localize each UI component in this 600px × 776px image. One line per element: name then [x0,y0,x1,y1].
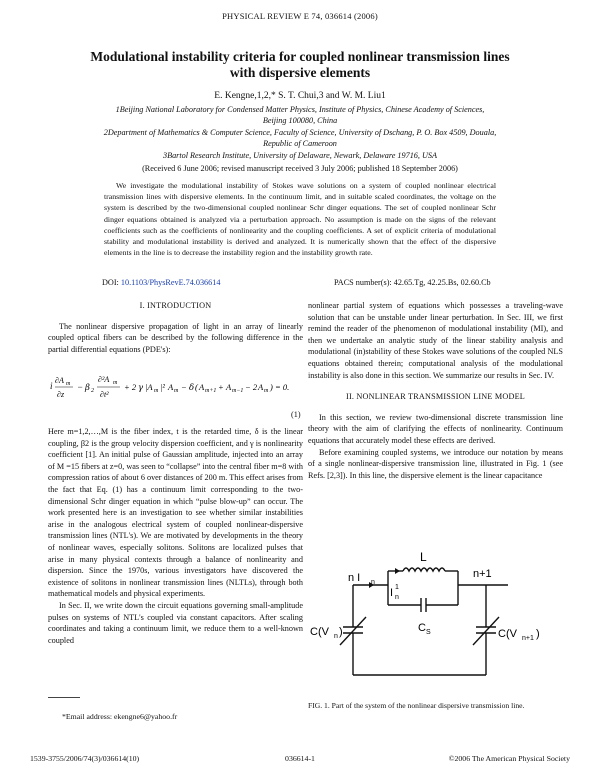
svg-text:m: m [264,388,269,394]
label-cs: C [418,622,426,634]
running-head: PHYSICAL REVIEW E 74, 036614 (2006) [222,11,378,21]
svg-text:δ: δ [189,383,195,393]
svg-text:∂A: ∂A [55,376,64,385]
label-current-sup: 1 [395,584,399,591]
label-cvn1-sub: n+1 [522,635,534,642]
label-node-n-sub: n [371,579,375,586]
figure-1-caption: FIG. 1. Part of the system of the nonlinear dispersive transmission line. [308,701,525,710]
sec2-paragraph-1: In this section, we review two-dimensional discrete transmission line theory with the aim of clarifying the effects of nonlinearity. Continuum equations that accurately model these effects are derived. [308,412,563,445]
pacs-numbers: PACS number(s): 42.65.Tg, 42.25.Bs, 02.60.Cb [334,278,491,287]
section-heading-ntl-model: II. NONLINEAR TRANSMISSION LINE MODEL [346,392,525,402]
footnote-email: *Email address: ekengne6@yahoo.fr [62,712,178,721]
svg-text:A: A [199,382,205,392]
affiliation-1b: Beijing 100080, China [262,116,338,125]
label-node-n1: n+1 [473,568,492,580]
intro-paragraph-2: Here m=1,2,…,M is the fiber index, t is the retarded time, δ is the linear coupling, β2 is the group velocity dispersion coefficient, and γ is nonlinearity coefficient [1]. An initial pulse of Gaussian amplitude, injected into an array of M =15 fibers at z=0, was seen to “collapse” into the central fiber m=8 with compression ratios of about 6 over distances of 200 m. This effect arises from the fact that Eq. (1) has a continuum limit corresponding to the two-dimensional Schr dinger equation in which “pulse blow-up” can occur. The work presented here is an investigation to see whether similar instabilities arise in the analogous electrical system of coupled nonlinear-dispersive transmission lines (NTL's). We are motivated by developments in the theory of nonlinear waves, especially solitons. Solitons are localized pulses that arise in many physical contexts through a balance of nonlinearity and dispersion. Since the 1970s, various investigators have discovered the existence of solitons in nonlinear transmission lines (NLTLs), through both mathematical models and physical experiments. [48,427,303,599]
footer-issn: 1539-3755/2006/74(3)/036614(10) [30,754,140,763]
affiliation-1a: 1Beijing National Laboratory for Condensed Matter Physics, Institute of Physics, Chinese Academy of Sciences, [115,105,485,114]
label-current: I [390,587,394,599]
left-column-continued [48,426,303,646]
svg-text:): ) [536,628,540,640]
label-cvn-sub: n [334,633,338,640]
svg-text:|²: |² [160,382,165,392]
svg-text:m: m [66,381,71,387]
svg-text:− 2: − 2 [245,382,258,392]
svg-text:m: m [154,388,159,394]
doi-label: DOI: [102,278,119,287]
svg-text:−: − [181,382,187,392]
footer-page-number: 036614-1 [285,754,315,763]
left-column [48,300,303,355]
sec2-paragraph-2: Before examining coupled systems, we introduce our notation by means of a single nonlinear-dispersive transmission line, illustrated in Fig. 1 (see Refs. [2,3]). In this line, the dispersive element is the linear capacitance [308,447,563,480]
affiliation-2b: Republic of Cameroon [263,139,337,148]
svg-text:β: β [85,383,90,393]
svg-text:∂²A: ∂²A [98,375,110,384]
right-paragraph-1: nonlinear partial system of equations which possesses a traveling-wave solution that can be unstable under linear perturbation. In Sec. III, we first remind the reader of the phenomenon of modulational instability (MI), and then we undertake an analytic study of the linear stability analysis and modulational (in)stability of these Stokes wave solutions of the coupled NLS equations obtained therein; computational analysis of the modulational instability is also done in this section. We summarize our results in Sec. IV. [308,301,563,380]
svg-text:∂z: ∂z [57,390,65,399]
title-line-2: with dispersive elements [229,65,371,80]
right-column [308,300,563,481]
label-cs-sub: S [426,629,431,636]
svg-text:A: A [168,382,174,392]
label-inductor: L [420,550,427,564]
title-line-1: Modulational instability criteria for coupled nonlinear transmission lines [90,49,510,64]
svg-text:) = 0.: ) = 0. [270,382,290,392]
doi-link[interactable]: 10.1103/PhysRevE.74.036614 [120,278,221,287]
svg-text:m+1: m+1 [205,388,217,394]
svg-text:A: A [258,382,264,392]
svg-text:+ 2: + 2 [124,382,137,392]
equation-1 [50,372,308,404]
label-cvn1: C(V [498,628,517,640]
equation-1-number: (1) [291,410,301,419]
footnote-rule [48,697,80,698]
paper-title [60,49,540,81]
figure-1 [308,545,568,695]
svg-text:m−1: m−1 [232,388,244,394]
svg-text:i: i [50,381,53,391]
section-heading-introduction: I. INTRODUCTION [139,301,212,310]
doi-line [102,278,220,287]
label-node-n: n I [348,572,361,584]
svg-text:): ) [339,626,343,638]
equation-1-graphic [50,372,308,402]
svg-text:2: 2 [91,388,94,394]
label-cvn: C(V [310,626,329,638]
circuit-diagram [308,545,568,695]
svg-text:|A: |A [145,382,153,392]
svg-text:m: m [113,380,118,386]
svg-text:A: A [226,382,232,392]
svg-text:(: ( [195,382,198,392]
label-current-sub: n [395,594,399,601]
svg-text:γ: γ [138,383,144,393]
affiliation-2a: 2Department of Mathematics & Computer Science, Faculty of Science, University of Dschang, P. O. Box 4509, Douala, [103,128,497,137]
svg-text:−: − [77,382,84,392]
received-dates: (Received 6 June 2006; revised manuscript received 3 July 2006; published 18 September 2006) [142,164,458,173]
intro-paragraph-3: In Sec. II, we write down the circuit equations governing small-amplitude pulses on systems of NTL's coupled via constant capacitors. After scaling coordinates and taking a continuum limit, we reduce them to a well-known coupled [48,600,303,645]
authors: E. Kengne,1,2,* S. T. Chui,3 and W. M. Liu1 [214,91,386,101]
intro-paragraph-1: The nonlinear dispersive propagation of light in an array of linearly coupled optical fibers can be described by the following difference in the partial differential equations (PDE's): [48,321,303,354]
svg-text:∂t²: ∂t² [100,390,109,399]
abstract: We investigate the modulational instability of Stokes wave solutions on a system of coupled nonlinear electrical transmission lines with dispersive elements. In the continuum limit, and in suitable scaled coordinates, the voltage on the system is described by the two-dimensional coupled nonlinear Schr dinger equations. The set of coupled nonlinear Schr dinger equations obtained is analyzed via a perturbation approach. No assumption is made on the signs of the relevant coefficients such as the coefficients of nonlinearity and the coupling coefficients. A set of explicit criteria of modulational stability and modulational instability is derived and analyzed. It is numerically shown that the effect of the dispersive elements in the line is to decrease the instability region and the instability growth rate. [104,181,496,258]
footer-copyright: ©2006 The American Physical Society [448,754,570,763]
svg-text:m: m [174,388,179,394]
affiliation-3: 3Bartol Research Institute, University of Delaware, Newark, Delaware 19716, USA [162,151,437,160]
svg-text:+: + [218,382,224,392]
